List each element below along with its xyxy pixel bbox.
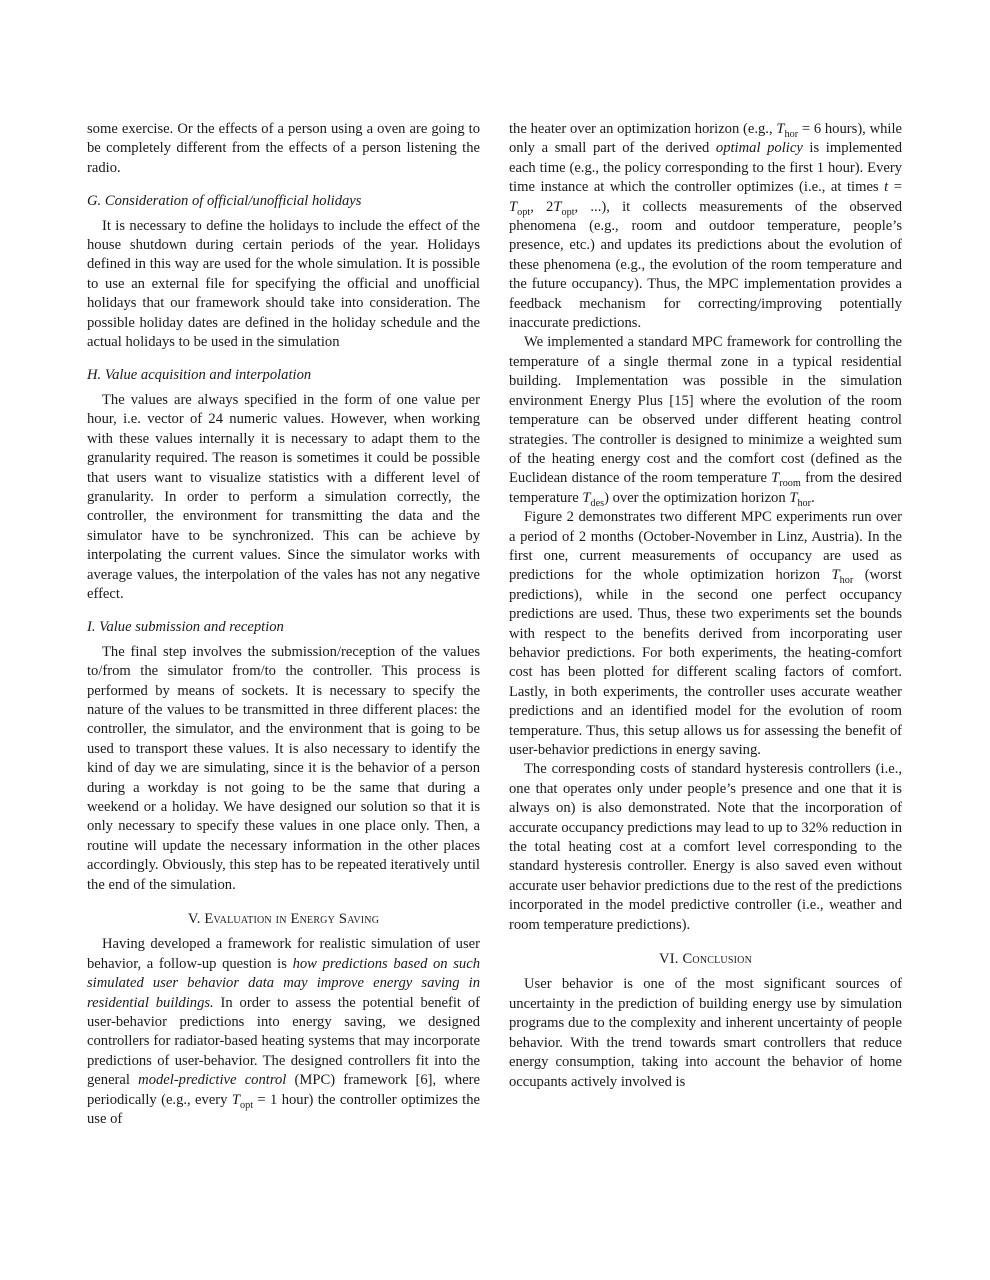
paragraph-value-acquisition: The values are always specified in the form of one value per hour, i.e. vector of 24 numeric values. However, when working with these values internally it is necessary to adapt them to the granularity required. The reason is sometimes it could be possible that users want to visualize statistics with a different level of granularity. In order to perform a simulation correctly, the controller, the environment for transmitting the data and the simulator have to be synchronized. This can be achieve by interpolating the current values. Since the simulator works with average values, the interpolation of the vales has not any negative effect. [87, 391, 480, 602]
paragraph-holidays: It is necessary to define the holidays to include the effect of the house shutdown during certain periods of the year. Holidays defined in this way are used for the whole simulation. It is possible to use an external file for specifying the official and unofficial holidays that our framework should take into consideration. The possible holiday dates are defined in the holiday schedule and the actual holidays to be used in the simulation [87, 217, 480, 351]
section-vi-heading: VI. Conclusion [658, 951, 752, 968]
paragraph-hysteresis: The corresponding costs of standard hysteresis controllers (i.e., one that operates only under people’s presence and one that it is always on) is also demonstrated. Note that the incorporation of accurate occupancy predictions may lead to up to 32% reduction in the total heating cost at a comfort level corresponding to the standard hysteresis controller. Energy is also saved even without accurate user behavior predictions due to the rest of the predictions incorporated in the model predictive controller (i.e., weather and room temperature predictions). [509, 761, 902, 933]
paragraph-experiments: Figure 2 demonstrates two different MPC experiments run over a period of 2 months (October-November in Linz, Austria). In the first one, current measurements of occupancy are used as predictions for the whole optimization horizon $T_{hor}$ (worst predictions), while in the second one perfect occupancy predictions are used. Thus, these two experiments set the bounds with respect to the benefits derived from incorporating user behavior predictions. For both experiments, the heating-comfort cost has been plotted for different scaling factors of comfort. Lastly, in both experiments, the controller uses accurate weather predictions and an identified model for the evolution of room temperature. Thus, this setup allows us for assessing the benefit of user-behavior predictions in energy saving. [509, 509, 902, 758]
paragraph-mpc-framework: We implemented a standard MPC framework for controlling the temperature of a single thermal zone in a typical residential building. Implementation was possible in the simulation environment Energy Plus [15] where the evolution of the room temperature can be observed under different heating control strategies. The controller is designed to minimize a weighted sum of the heating energy cost and the comfort cost (defined as the Euclidean distance of the room temperature $T_{room}$ from the desired temperature $T_{des}$) over the optimization horizon $T_{hor}$. [509, 334, 902, 509]
subsection-i-heading: I. Value submission and reception [87, 619, 284, 636]
paragraph-continuation: some exercise. Or the effects of a person using a oven are going to be completely different from the effects of a person listening the radio. [87, 121, 480, 176]
subsection-h-heading: H. Value acquisition and interpolation [87, 367, 312, 384]
right-column [509, 120, 902, 1092]
left-column [87, 120, 480, 1130]
paragraph-conclusion: User behavior is one of the most significant sources of uncertainty in the prediction of building energy use by simulation programs due to the complexity and inherent uncertainty of people behavior. With the trend towards smart controllers that reduce energy consumption, taking into account the behavior of home occupants actively involved is [509, 976, 902, 1090]
paragraph-value-submission: The final step involves the submission/reception of the values to/from the simulator from/to the controller. This process is performed by means of sockets. It is necessary to specify the nature of the values to be transmitted in three different places: the controller, the simulator, and the environment that is going to be used to transport these values. It is also necessary to identify the kind of day we are simulating, since it is the behavior of a person during a workday is not going to be the same that during a weekend or a holiday. We have designed our solution so that it is only necessary to specify these values in one place only. Then, a routine will update the necessary information in the other places accordingly. Obviously, this step has to be repeated iteratively until the end of the simulation. [87, 643, 480, 893]
paragraph-mpc-horizon: the heater over an optimization horizon (e.g., $T_{hor} = 6$ hours), while only a small part of the derived optimal policy is implemented each time (e.g., the policy corresponding to the first 1 hour). Every time instance at which the controller optimizes (i.e., at times $t = T_{opt}$, $2T_{opt}$, ...), it collects measurements of the observed phenomena (e.g., room and outdoor temperature, people’s presence, etc.) and updates its predictions about the evolution of these phenomena (e.g., the evolution of the room temperature and the future occupancy). Thus, the MPC implementation provides a feedback mechanism for correcting/improving potentially inaccurate predictions. [509, 121, 902, 332]
subsection-g-heading: G. Consideration of official/unofficial holidays [87, 193, 362, 210]
paragraph-evaluation: Having developed a framework for realistic simulation of user behavior, a follow-up question is how predictions based on such simulated user behavior data may improve energy saving in residential buildings. In order to assess the potential benefit of user-behavior predictions into energy saving, we designed controllers for radiator-based heating systems that may incorporate predictions of user-behavior. The designed controllers fit into the general model-predictive control (MPC) framework [6], where periodically (e.g., every $T_{opt} = 1$ hour) the controller optimizes the use of [87, 936, 481, 1128]
section-v-heading: V. Evaluation in Energy Saving [187, 911, 380, 928]
